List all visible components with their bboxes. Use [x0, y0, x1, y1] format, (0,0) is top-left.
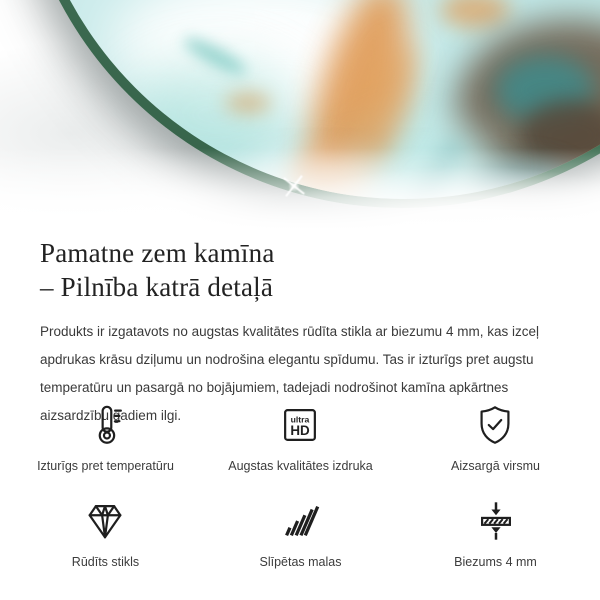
feature-label: Augstas kvalitātes izdruka [228, 459, 373, 473]
feature-protects-surface [451, 402, 540, 474]
feature-label: Izturīgs pret temperatūru [37, 459, 174, 473]
product-image [0, 0, 600, 230]
content-section [40, 230, 564, 430]
diamond-icon [82, 498, 128, 544]
page-title-line1: Pamatne zem kamīna [40, 238, 275, 268]
feature-tempered-glass [72, 498, 139, 570]
thickness-icon [473, 498, 519, 544]
feature-print-quality [228, 402, 373, 474]
sparkle-highlight [281, 173, 307, 199]
ultra-hd-icon [277, 402, 323, 448]
page-title [40, 230, 564, 304]
marble-orange-speckle [225, 92, 271, 114]
feature-label: Aizsargā virsmu [451, 459, 540, 473]
feature-label: Rūdīts stikls [71, 555, 140, 569]
page-title-line2: – Pilnība katrā detaļā [40, 272, 274, 302]
feature-temperature [37, 402, 174, 474]
feature-polished-edges [260, 498, 342, 570]
feature-thickness [454, 498, 537, 570]
svg-text:HD: HD [290, 423, 311, 439]
feature-label: Slīpētas malas [259, 555, 342, 569]
features-grid [8, 402, 593, 570]
svg-text:ultra: ultra [291, 414, 310, 425]
feature-label: Biezums 4 mm [454, 555, 537, 569]
marble-orange-patch [440, 0, 510, 28]
shield-check-icon [472, 402, 518, 448]
product-description: Produkts ir izgatavots no augstas kvalitātes rūdīta stikla ar biezumu 4 mm, kas izceļ apdrukas krāsu dziļumu un nodrošina elegantu spīdumu. Tas ir izturīgs pret augstu temperatūru un pasargā no bojājumiem, tadejadi nodrošinot kamīna apkārtnes aizsardzību gadiem ilgi. [40, 324, 539, 423]
thermometer-icon [83, 402, 129, 448]
beveled-edges-icon [277, 498, 323, 544]
